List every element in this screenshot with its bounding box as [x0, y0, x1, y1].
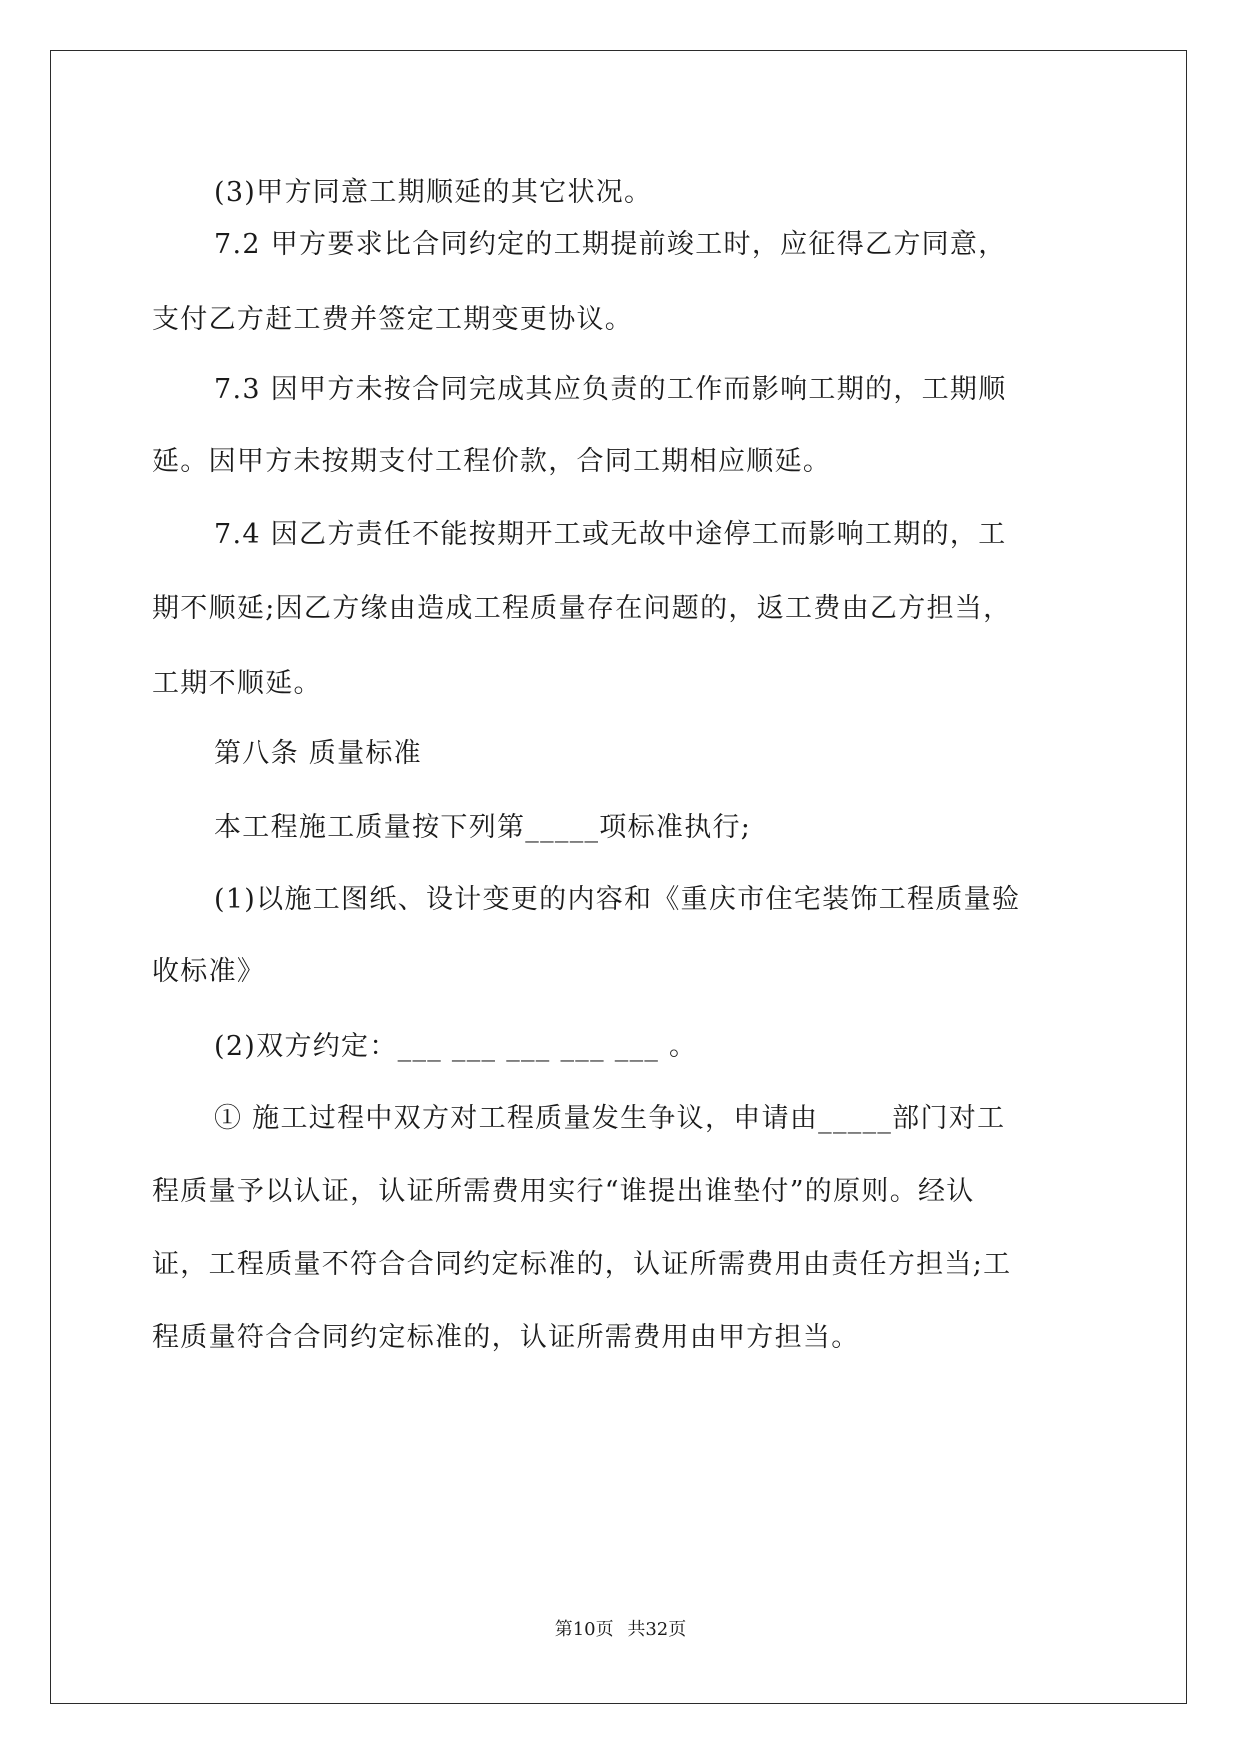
- paragraph-line: 支付乙方赶工费并签定工期变更协议。: [152, 304, 634, 335]
- paragraph-line: 7.4 因乙方责任不能按期开工或无故中途停工而影响工期的，工: [214, 519, 1007, 550]
- paragraph-line: 期不顺延;因乙方缘由造成工程质量存在问题的，返工费由乙方担当，: [152, 593, 1012, 624]
- paragraph-line: (2)双方约定：___ ___ ___ ___ ___ 。: [214, 1031, 698, 1062]
- paragraph-line: ① 施工过程中双方对工程质量发生争议，申请由_____部门对工: [214, 1103, 1006, 1134]
- paragraph-line: 7.3 因甲方未按合同完成其应负责的工作而影响工期的，工期顺: [214, 374, 1007, 405]
- paragraph-line: 工期不顺延。: [152, 668, 322, 699]
- paragraph-line: 本工程施工质量按下列第_____项标准执行;: [214, 812, 752, 843]
- paragraph-line: (3)甲方同意工期顺延的其它状况。: [214, 177, 653, 208]
- section-heading: 第八条 质量标准: [214, 738, 422, 769]
- paragraph-line: 收标准》: [152, 956, 266, 987]
- page-number: 第10页: [554, 1619, 614, 1640]
- paragraph-line: 程质量予以认证，认证所需费用实行“谁提出谁垫付”的原则。经认: [152, 1176, 975, 1207]
- page-frame: [50, 50, 1187, 1704]
- paragraph-line: 7.2 甲方要求比合同约定的工期提前竣工时，应征得乙方同意，: [214, 229, 1007, 260]
- paragraph-line: (1)以施工图纸、设计变更的内容和《重庆市住宅装饰工程质量验: [214, 884, 1021, 915]
- paragraph-line: 程质量符合合同约定标准的，认证所需费用由甲方担当。: [152, 1322, 860, 1353]
- paragraph-line: 延。因甲方未按期支付工程价款，合同工期相应顺延。: [152, 446, 832, 477]
- paragraph-line: 证，工程质量不符合合同约定标准的，认证所需费用由责任方担当;工: [152, 1249, 1012, 1280]
- page-total: 共32页: [627, 1619, 687, 1640]
- page-footer: [0, 1618, 1241, 1642]
